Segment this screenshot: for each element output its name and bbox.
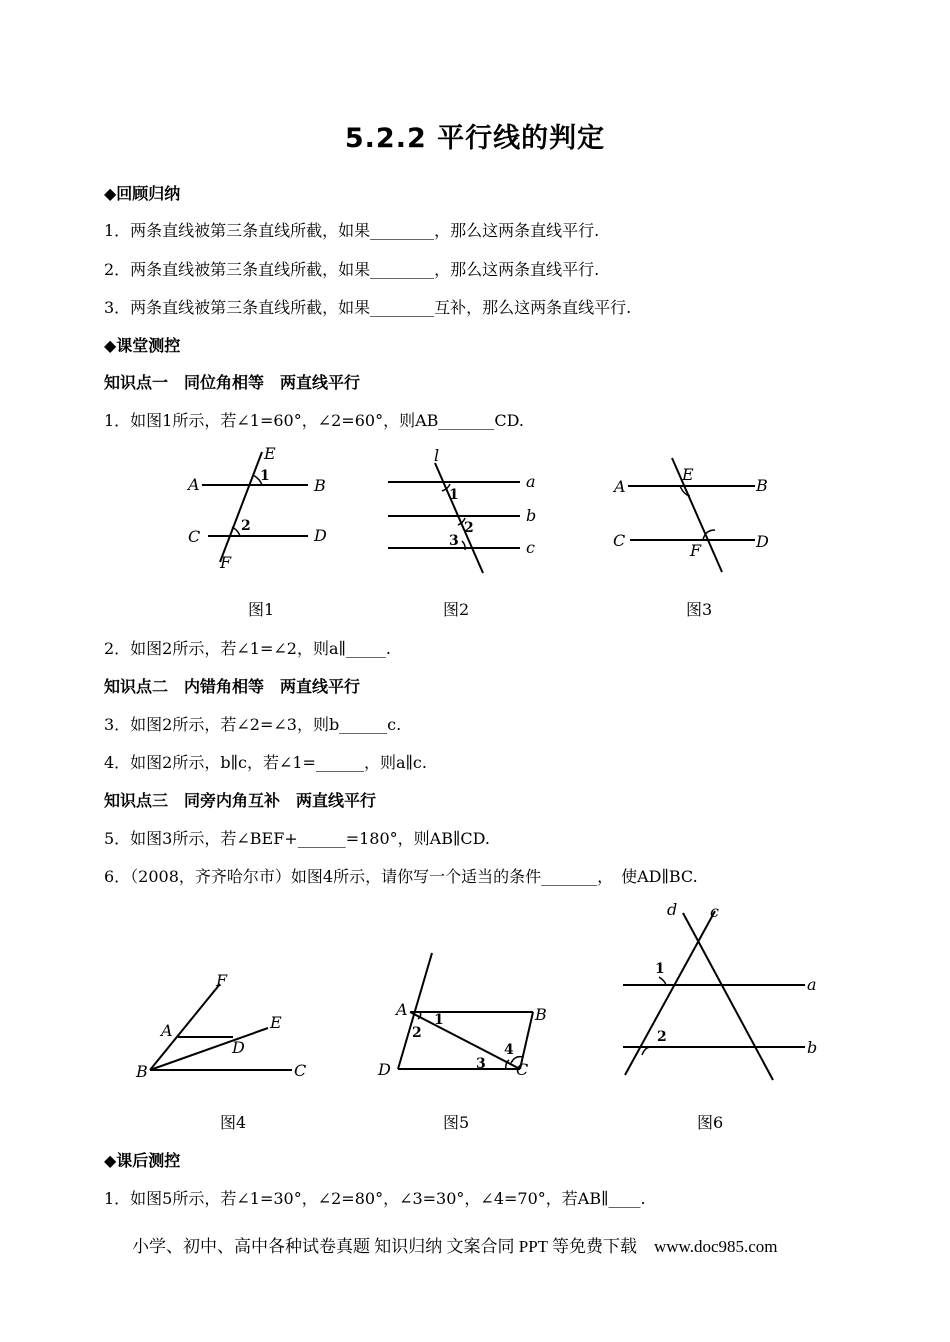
fig1-label-C: C [188, 527, 201, 546]
figure-3-caption: 图3 [686, 600, 713, 619]
review-item-1: 1．两条直线被第三条直线所截，如果________，那么这两条直线平行. [104, 221, 600, 240]
figure-2-caption: 图2 [443, 600, 470, 619]
fig3-label-B: B [756, 476, 768, 495]
figure-6 [615, 895, 835, 1085]
knowledge-point-2: 知识点二 内错角相等 两直线平行 [104, 677, 361, 696]
fig2-label-l: l [434, 446, 440, 465]
figure-5 [370, 945, 560, 1085]
fig3-label-A: A [614, 477, 626, 496]
after-question-1: 1．如图5所示，若∠1=30°，∠2=80°，∠3=30°，∠4=70°，若AB∥____. [104, 1189, 646, 1208]
question-2: 2．如图2所示，若∠1=∠2，则a∥_____. [104, 639, 391, 658]
fig3-label-E: E [682, 465, 694, 484]
fig1-label-A: A [188, 475, 200, 494]
fig4-label-E: E [270, 1013, 282, 1032]
fig1-label-F: F [220, 553, 232, 572]
review-item-3: 3．两条直线被第三条直线所截，如果________互补，那么这两条直线平行. [104, 298, 632, 317]
figure-1-caption: 图1 [248, 600, 275, 619]
fig3-label-D: D [756, 532, 769, 551]
page-title: 5.2.2 平行线的判定 [344, 123, 606, 154]
fig4-label-D: D [232, 1038, 245, 1057]
figure-5-caption: 图5 [443, 1113, 470, 1132]
fig1-angle-2: 2 [241, 518, 251, 534]
figure-4-caption: 图4 [220, 1113, 247, 1132]
question-6: 6．（2008，齐齐哈尔市）如图4所示，请你写一个适当的条件_______， 使AD∥BC. [104, 867, 698, 886]
fig4-label-B: B [136, 1062, 148, 1081]
review-item-2: 2．两条直线被第三条直线所截，如果________，那么这两条直线平行. [104, 260, 600, 279]
section-classroom-header: ◆课堂测控 [104, 336, 181, 355]
fig1-label-B: B [314, 476, 326, 495]
fig4-label-A: A [161, 1021, 173, 1040]
fig4-label-F: F [216, 971, 228, 990]
figure-1 [180, 442, 340, 572]
figure-3 [610, 450, 780, 580]
question-5: 5．如图3所示，若∠BEF+______=180°，则AB∥CD. [104, 829, 490, 848]
section-after-header: ◆课后测控 [104, 1151, 181, 1170]
fig2-label-a: a [526, 472, 536, 491]
figure-2 [380, 445, 550, 580]
fig3-label-F: F [690, 541, 702, 560]
fig2-angle-3: 3 [449, 533, 459, 549]
fig6-label-d: d [667, 900, 678, 919]
fig5-label-D: D [378, 1060, 391, 1079]
fig6-angle-2: 2 [657, 1029, 667, 1045]
figure-4 [130, 970, 320, 1085]
fig5-angle-4: 4 [504, 1042, 514, 1058]
fig2-angle-1: 1 [449, 487, 459, 503]
fig5-angle-1: 1 [434, 1012, 444, 1028]
figure-6-caption: 图6 [697, 1113, 724, 1132]
fig5-label-B: B [535, 1005, 547, 1024]
question-1: 1．如图1所示，若∠1=60°，∠2=60°，则AB_______CD. [104, 411, 524, 430]
fig5-angle-3: 3 [476, 1056, 486, 1072]
fig2-label-b: b [526, 506, 537, 525]
fig1-label-D: D [314, 526, 327, 545]
fig1-label-E: E [264, 444, 276, 463]
section-review-header: ◆回顾归纳 [104, 184, 181, 203]
fig6-label-a: a [807, 975, 817, 994]
fig2-angle-2: 2 [464, 520, 474, 536]
fig3-label-C: C [613, 531, 626, 550]
fig5-label-A: A [396, 1000, 408, 1019]
question-4: 4．如图2所示，b∥c，若∠1=______，则a∥c. [104, 753, 427, 772]
fig6-label-b: b [807, 1038, 818, 1057]
footer-note: 小学、初中、高中各种试卷真题 知识归纳 文案合同 PPT 等免费下载 www.doc985.com [132, 1237, 778, 1256]
fig5-label-C: C [516, 1060, 529, 1079]
fig6-label-c: c [710, 902, 719, 921]
fig2-label-c: c [526, 538, 535, 557]
knowledge-point-1: 知识点一 同位角相等 两直线平行 [104, 373, 361, 392]
fig6-angle-1: 1 [655, 961, 665, 977]
fig4-label-C: C [294, 1061, 307, 1080]
knowledge-point-3: 知识点三 同旁内角互补 两直线平行 [104, 791, 377, 810]
fig1-angle-1: 1 [260, 468, 270, 484]
fig5-angle-2: 2 [412, 1025, 422, 1041]
question-3: 3．如图2所示，若∠2=∠3，则b______c. [104, 715, 402, 734]
